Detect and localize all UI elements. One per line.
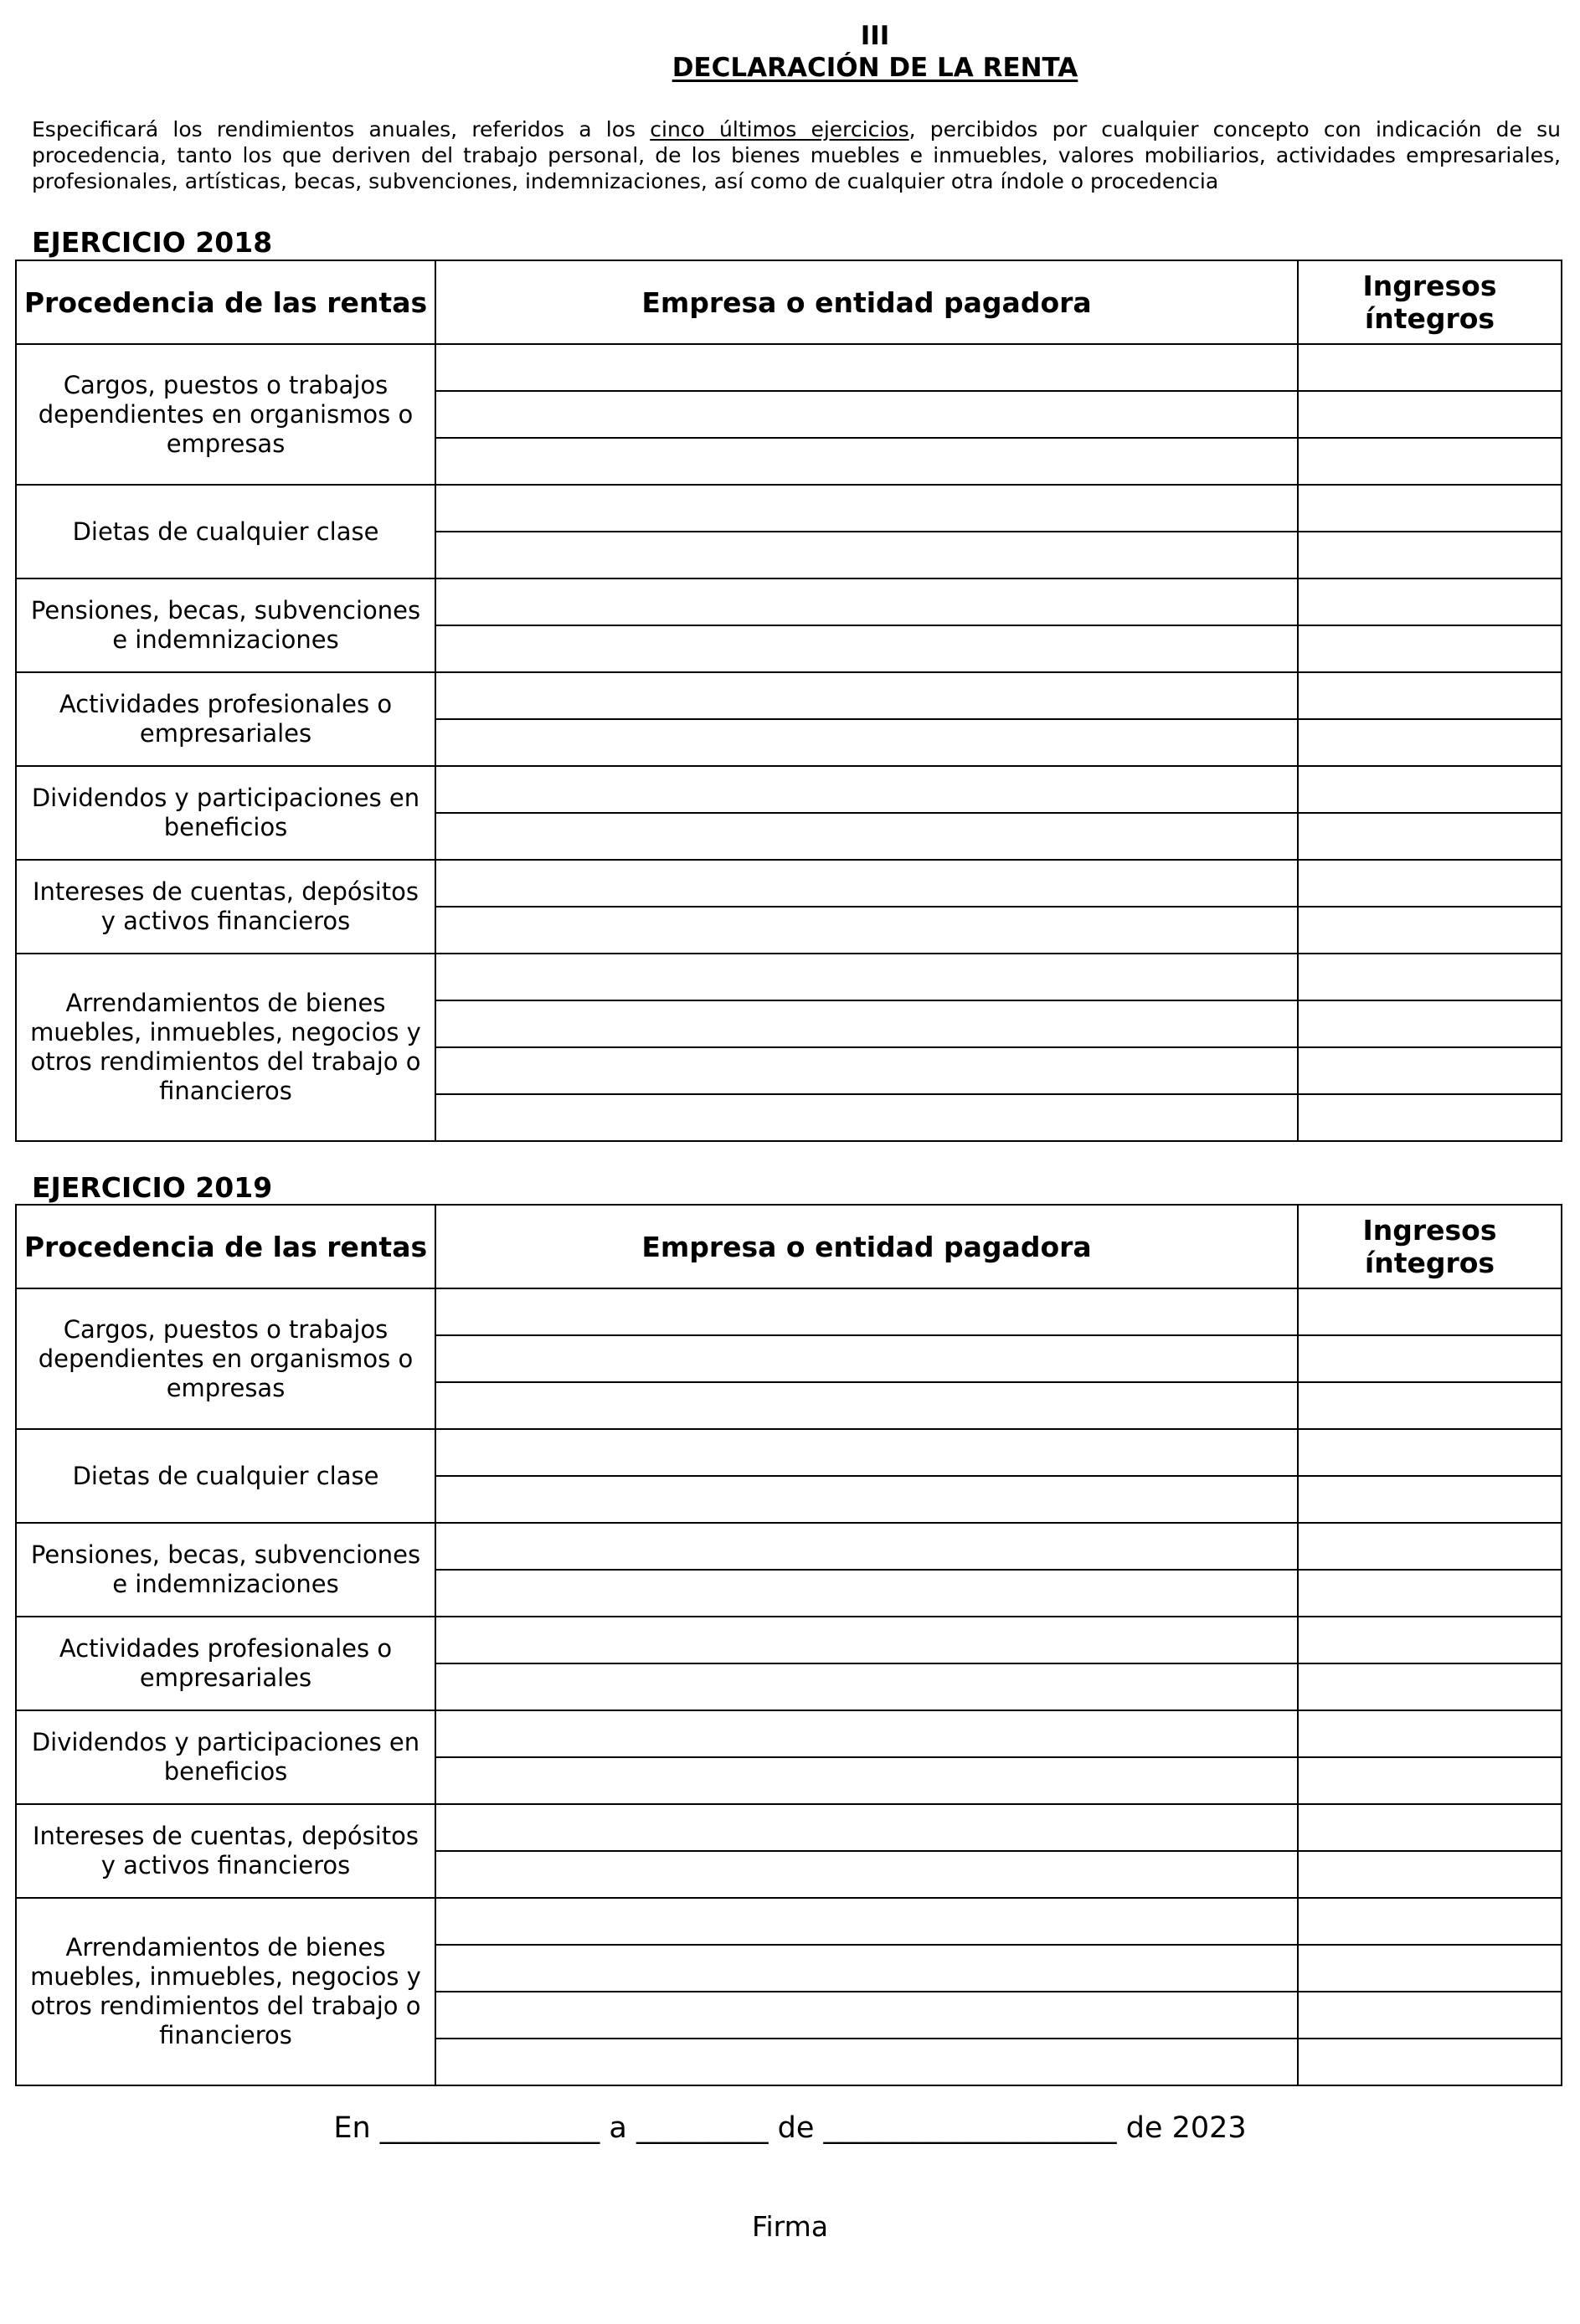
empresa-entry-cell[interactable]	[435, 1570, 1298, 1617]
table-row	[16, 1429, 1562, 1476]
empresa-entry-cell[interactable]	[435, 1617, 1298, 1663]
empresa-entry-cell[interactable]	[435, 954, 1298, 1000]
year-heading-2019: EJERCICIO 2019	[32, 1171, 273, 1204]
ingresos-entry-cell[interactable]	[1298, 1523, 1562, 1570]
ingresos-entry-cell[interactable]	[1298, 344, 1562, 391]
income-table-2019	[15, 1204, 1562, 2086]
ingresos-entry-cell[interactable]	[1298, 860, 1562, 907]
empresa-entry-cell[interactable]	[435, 860, 1298, 907]
ingresos-entry-cell[interactable]	[1298, 1047, 1562, 1094]
ingresos-entry-cell[interactable]	[1298, 1663, 1562, 1710]
ingresos-entry-cell[interactable]	[1298, 2039, 1562, 2085]
table-row	[16, 1898, 1562, 1945]
category-label: Actividades profesionales o empresariales	[16, 1617, 435, 1710]
empresa-entry-cell[interactable]	[435, 1382, 1298, 1429]
intro-text-start: Especificará los rendimientos anuales, referidos a los	[32, 117, 651, 141]
title-block	[0, 20, 1580, 84]
column-header-procedencia: Procedencia de las rentas	[16, 1205, 435, 1288]
empresa-entry-cell[interactable]	[435, 1663, 1298, 1710]
income-table-2018	[15, 260, 1562, 1142]
empresa-entry-cell[interactable]	[435, 1523, 1298, 1570]
empresa-entry-cell[interactable]	[435, 766, 1298, 813]
column-header-procedencia: Procedencia de las rentas	[16, 260, 435, 344]
intro-underlined-text: cinco últimos ejercicios	[650, 117, 909, 141]
ingresos-entry-cell[interactable]	[1298, 954, 1562, 1000]
ingresos-entry-cell[interactable]	[1298, 1335, 1562, 1382]
empresa-entry-cell[interactable]	[435, 1429, 1298, 1476]
table-row	[16, 672, 1562, 719]
ingresos-entry-cell[interactable]	[1298, 1382, 1562, 1429]
empresa-entry-cell[interactable]	[435, 907, 1298, 954]
empresa-entry-cell[interactable]	[435, 2039, 1298, 2085]
ingresos-entry-cell[interactable]	[1298, 532, 1562, 578]
empresa-entry-cell[interactable]	[435, 1757, 1298, 1804]
empresa-entry-cell[interactable]	[435, 1710, 1298, 1757]
section-number: III	[860, 21, 890, 51]
table-row	[16, 578, 1562, 625]
ingresos-entry-cell[interactable]	[1298, 1945, 1562, 1992]
table-row	[16, 954, 1562, 1000]
table-row	[16, 1617, 1562, 1663]
empresa-entry-cell[interactable]	[435, 813, 1298, 860]
place-blank[interactable]: _______________	[379, 2111, 600, 2145]
ingresos-entry-cell[interactable]	[1298, 1710, 1562, 1757]
category-label: Pensiones, becas, subvenciones e indemnizaciones	[16, 1523, 435, 1617]
ingresos-entry-cell[interactable]	[1298, 813, 1562, 860]
ingresos-entry-cell[interactable]	[1298, 1757, 1562, 1804]
table-row	[16, 860, 1562, 907]
table-row	[16, 344, 1562, 391]
empresa-entry-cell[interactable]	[435, 344, 1298, 391]
table-row	[16, 1710, 1562, 1757]
empresa-entry-cell[interactable]	[435, 1804, 1298, 1851]
column-header-empresa: Empresa o entidad pagadora	[435, 1205, 1298, 1288]
table-row	[16, 766, 1562, 813]
table-row	[16, 1523, 1562, 1570]
empresa-entry-cell[interactable]	[435, 625, 1298, 672]
empresa-entry-cell[interactable]	[435, 1992, 1298, 2039]
table-header-row	[16, 1205, 1562, 1288]
empresa-entry-cell[interactable]	[435, 719, 1298, 766]
ingresos-entry-cell[interactable]	[1298, 578, 1562, 625]
empresa-entry-cell[interactable]	[435, 1945, 1298, 1992]
ingresos-entry-cell[interactable]	[1298, 907, 1562, 954]
empresa-entry-cell[interactable]	[435, 1898, 1298, 1945]
instructions-paragraph	[32, 116, 1561, 194]
day-blank[interactable]: _________	[636, 2111, 769, 2145]
category-label: Cargos, puestos o trabajos dependientes en organismos o empresas	[16, 1288, 435, 1429]
month-blank[interactable]: ____________________	[823, 2111, 1117, 2145]
category-label: Intereses de cuentas, depósitos y activos financieros	[16, 1804, 435, 1898]
table-header-row	[16, 260, 1562, 344]
ingresos-entry-cell[interactable]	[1298, 485, 1562, 532]
category-label: Dietas de cualquier clase	[16, 485, 435, 578]
place-date-line	[0, 2111, 1580, 2146]
ingresos-entry-cell[interactable]	[1298, 1476, 1562, 1523]
column-header-empresa: Empresa o entidad pagadora	[435, 260, 1298, 344]
footer-year: de 2023	[1125, 2111, 1247, 2145]
table-row	[16, 1804, 1562, 1851]
empresa-entry-cell[interactable]	[435, 1288, 1298, 1335]
ingresos-entry-cell[interactable]	[1298, 1570, 1562, 1617]
year-heading-2018: EJERCICIO 2018	[32, 226, 273, 259]
signature-label: Firma	[751, 2210, 829, 2243]
empresa-entry-cell[interactable]	[435, 532, 1298, 578]
column-header-ingresos: Ingresos íntegros	[1298, 1205, 1562, 1288]
footer-a: a	[609, 2111, 627, 2145]
ingresos-entry-cell[interactable]	[1298, 1804, 1562, 1851]
category-label: Pensiones, becas, subvenciones e indemnizaciones	[16, 578, 435, 672]
category-label: Dividendos y participaciones en beneficios	[16, 766, 435, 860]
category-label: Actividades profesionales o empresariales	[16, 672, 435, 766]
column-header-ingresos: Ingresos íntegros	[1298, 260, 1562, 344]
ingresos-entry-cell[interactable]	[1298, 1094, 1562, 1141]
empresa-entry-cell[interactable]	[435, 391, 1298, 438]
ingresos-entry-cell[interactable]	[1298, 1000, 1562, 1047]
footer-en: En	[333, 2111, 371, 2145]
category-label: Arrendamientos de bienes muebles, inmuebles, negocios y otros rendimientos del trabajo o financieros	[16, 954, 435, 1141]
empresa-entry-cell[interactable]	[435, 485, 1298, 532]
ingresos-entry-cell[interactable]	[1298, 1898, 1562, 1945]
empresa-entry-cell[interactable]	[435, 1094, 1298, 1141]
ingresos-entry-cell[interactable]	[1298, 625, 1562, 672]
ingresos-entry-cell[interactable]	[1298, 1851, 1562, 1898]
empresa-entry-cell[interactable]	[435, 578, 1298, 625]
category-label: Dietas de cualquier clase	[16, 1429, 435, 1523]
ingresos-entry-cell[interactable]	[1298, 672, 1562, 719]
footer-de: de	[777, 2111, 815, 2145]
intro-text-end: , percibidos por cualquier concepto con indicación de su procedencia, tanto los que deriven del trabajo personal, de los bienes muebles e inmuebles, valores mobiliarios, actividades empresariales, profesionales, artísticas, becas, subvenciones, indemnizaciones, así como de cualquier otra índole o procedencia	[32, 117, 1562, 193]
ingresos-entry-cell[interactable]	[1298, 1617, 1562, 1663]
empresa-entry-cell[interactable]	[435, 672, 1298, 719]
ingresos-entry-cell[interactable]	[1298, 391, 1562, 438]
ingresos-entry-cell[interactable]	[1298, 1992, 1562, 2039]
ingresos-entry-cell[interactable]	[1298, 1288, 1562, 1335]
empresa-entry-cell[interactable]	[435, 438, 1298, 485]
empresa-entry-cell[interactable]	[435, 1476, 1298, 1523]
table-row	[16, 1288, 1562, 1335]
category-label: Arrendamientos de bienes muebles, inmuebles, negocios y otros rendimientos del trabajo o financieros	[16, 1898, 435, 2085]
empresa-entry-cell[interactable]	[435, 1851, 1298, 1898]
ingresos-entry-cell[interactable]	[1298, 1429, 1562, 1476]
table-row	[16, 485, 1562, 532]
ingresos-entry-cell[interactable]	[1298, 438, 1562, 485]
empresa-entry-cell[interactable]	[435, 1000, 1298, 1047]
category-label: Intereses de cuentas, depósitos y activos financieros	[16, 860, 435, 954]
empresa-entry-cell[interactable]	[435, 1047, 1298, 1094]
category-label: Cargos, puestos o trabajos dependientes en organismos o empresas	[16, 344, 435, 485]
empresa-entry-cell[interactable]	[435, 1335, 1298, 1382]
category-label: Dividendos y participaciones en beneficios	[16, 1710, 435, 1804]
ingresos-entry-cell[interactable]	[1298, 719, 1562, 766]
ingresos-entry-cell[interactable]	[1298, 766, 1562, 813]
page-title: DECLARACIÓN DE LA RENTA	[672, 53, 1078, 83]
